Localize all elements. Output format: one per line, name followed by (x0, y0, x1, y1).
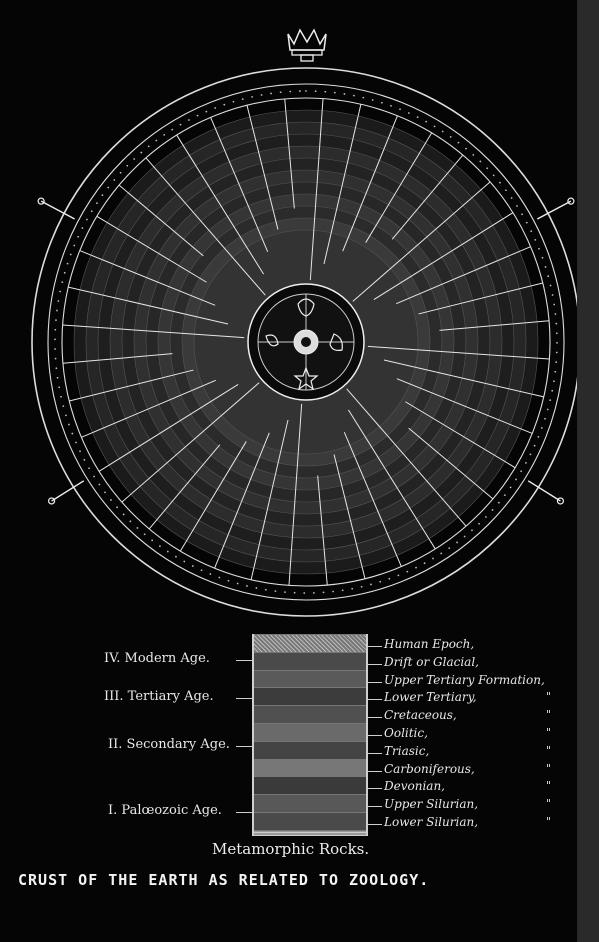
stratum-band (254, 776, 366, 795)
ring-dot (415, 567, 417, 569)
ring-dot (163, 134, 165, 136)
ditto-mark: " (546, 797, 552, 811)
formation-leader-line (366, 806, 382, 807)
ring-dot (362, 97, 364, 99)
ring-dot (60, 396, 62, 398)
ring-dot (534, 445, 536, 447)
formation-leader-line (366, 824, 382, 825)
ring-dot (86, 219, 88, 221)
ring-dot (372, 99, 374, 101)
ditto-mark: " (546, 690, 552, 704)
ring-dot (515, 479, 517, 481)
formation-label: Cretaceous, (384, 708, 457, 723)
ring-dot (313, 592, 315, 594)
ring-dot (342, 589, 344, 591)
formation-label: Lower Tertiary, (384, 690, 477, 705)
ring-dot (486, 167, 488, 169)
formation-leader-line (366, 664, 382, 665)
ring-dot (305, 90, 307, 92)
ring-dot (98, 484, 100, 486)
ring-dot (133, 158, 135, 160)
metamorphic-base-band (254, 830, 366, 836)
ring-dot (214, 107, 216, 109)
stratum-band (254, 705, 366, 724)
ring-dot (55, 358, 57, 360)
stratum-band (254, 723, 366, 742)
ring-dot (549, 399, 551, 401)
ring-dot (209, 573, 211, 575)
ring-dot (284, 591, 286, 593)
formation-leader-line (366, 753, 382, 754)
ring-dot (504, 494, 506, 496)
ring-dot (275, 590, 277, 592)
ring-dot (159, 545, 161, 547)
formation-leader-line (366, 682, 382, 683)
ring-dot (324, 91, 326, 93)
ring-dot (265, 589, 267, 591)
ring-dot (148, 145, 150, 147)
ring-dot (440, 553, 442, 555)
ring-dot (116, 506, 118, 508)
stratum-band (254, 741, 366, 760)
ring-dot (64, 272, 66, 274)
ring-dot (107, 187, 109, 189)
ring-dot (547, 409, 549, 411)
ring-dot (510, 486, 512, 488)
ring-dot (123, 514, 125, 516)
ring-dot (58, 386, 60, 388)
ring-dot (120, 172, 122, 174)
ditto-mark: " (546, 743, 552, 757)
ring-dot (175, 556, 177, 558)
ring-dot (332, 591, 334, 593)
ring-dot (155, 140, 157, 142)
ring-dot (75, 442, 77, 444)
ring-dot (479, 161, 481, 163)
ring-dot (180, 124, 182, 126)
ditto-mark: " (546, 779, 552, 793)
ring-dot (553, 380, 555, 382)
ring-dot (188, 119, 190, 121)
hub-centre-dot (301, 337, 311, 347)
ring-dot (424, 562, 426, 564)
ring-dot (83, 459, 85, 461)
formation-label: Upper Silurian, (384, 797, 479, 812)
ring-dot (96, 202, 98, 204)
ring-dot (556, 342, 558, 344)
stratum-band (254, 634, 366, 653)
ring-dot (299, 90, 301, 92)
ring-dot (55, 319, 57, 321)
ring-dot (530, 230, 532, 232)
ring-dot (478, 523, 480, 525)
ring-dot (343, 93, 345, 95)
ring-dot (334, 92, 336, 94)
ring-dot (379, 581, 381, 583)
ring-dot (442, 131, 444, 133)
ring-dot (55, 367, 57, 369)
ring-dot (493, 174, 495, 176)
ring-dot (62, 405, 64, 407)
ring-dot (534, 239, 536, 241)
ring-dot (270, 93, 272, 95)
ring-dot (67, 263, 69, 265)
ring-dot (511, 197, 513, 199)
ring-dot (70, 254, 72, 256)
ring-dot (218, 577, 220, 579)
formation-label: Devonian, (384, 779, 445, 794)
ring-dot (550, 285, 552, 287)
ring-dot (144, 533, 146, 535)
ring-dot (456, 542, 458, 544)
ring-dot (93, 476, 95, 478)
ring-dot (61, 281, 63, 283)
ring-dot (406, 571, 408, 573)
ring-dot (545, 266, 547, 268)
ring-dot (538, 248, 540, 250)
ring-dot (280, 91, 282, 93)
stratum-band (254, 759, 366, 778)
ring-dot (464, 536, 466, 538)
formation-label: Drift or Glacial, (384, 654, 479, 669)
ditto-mark: " (546, 815, 552, 828)
ring-dot (65, 414, 67, 416)
ring-dot (361, 586, 363, 588)
ring-dot (353, 95, 355, 97)
ring-dot (197, 115, 199, 117)
ring-dot (88, 467, 90, 469)
ring-dot (228, 580, 230, 582)
age-label: II. Secondary Age. (108, 737, 230, 752)
ring-dot (183, 561, 185, 563)
ring-dot (73, 245, 75, 247)
ring-dot (251, 96, 253, 98)
ring-dot (390, 105, 392, 107)
ring-dot (323, 591, 325, 593)
stratum-band (254, 812, 366, 831)
formation-label: Lower Silurian, (384, 815, 479, 829)
formation-leader-line (366, 735, 382, 736)
age-leader-line (236, 746, 252, 747)
stratum-band (254, 652, 366, 671)
stratum-band (254, 670, 366, 689)
age-label: III. Tertiary Age. (104, 689, 214, 704)
ring-dot (521, 213, 523, 215)
ring-dot (54, 348, 56, 350)
divider-arrow (52, 481, 84, 501)
ring-dot (113, 179, 115, 181)
ring-dot (499, 182, 501, 184)
ring-dot (458, 142, 460, 144)
ring-dot (551, 390, 553, 392)
ring-dot (129, 520, 131, 522)
ring-dot (537, 436, 539, 438)
ring-dot (136, 527, 138, 529)
ring-dot (56, 310, 58, 312)
ring-dot (555, 323, 557, 325)
ring-dot (351, 588, 353, 590)
ring-dot (81, 227, 83, 229)
page-edge (577, 0, 599, 942)
ring-dot (246, 585, 248, 587)
formation-label: Upper Tertiary Formation, (384, 672, 545, 687)
ring-dot (237, 583, 239, 585)
ditto-mark: " (546, 726, 552, 739)
ring-dot (408, 112, 410, 114)
age-label: IV. Modern Age. (104, 651, 210, 666)
ring-dot (57, 300, 59, 302)
ring-dot (434, 126, 436, 128)
ring-dot (555, 361, 557, 363)
ring-dot (530, 453, 532, 455)
ring-dot (555, 313, 557, 315)
ring-dot (465, 148, 467, 150)
ring-dot (471, 529, 473, 531)
ring-dot (492, 509, 494, 511)
ring-dot (397, 574, 399, 576)
ring-dot (57, 377, 59, 379)
formation-leader-line (366, 788, 382, 789)
age-leader-line (236, 660, 252, 661)
ring-dot (547, 275, 549, 277)
strata-column (252, 634, 368, 836)
formation-label: Triasic, (384, 743, 430, 758)
ring-dot (126, 165, 128, 167)
ring-dot (192, 565, 194, 567)
ring-dot (77, 236, 79, 238)
ring-dot (171, 129, 173, 131)
ring-dot (261, 94, 263, 96)
metamorphic-rocks-label: Metamorphic Rocks. (212, 840, 370, 858)
ring-dot (554, 371, 556, 373)
ditto-mark: " (546, 761, 552, 775)
ring-dot (59, 291, 61, 293)
divider-arrow (528, 481, 560, 501)
ring-dot (91, 210, 93, 212)
ditto-mark: " (546, 708, 552, 722)
ring-dot (68, 424, 70, 426)
stratum-band (254, 794, 366, 813)
ring-dot (71, 433, 73, 435)
ring-dot (303, 592, 305, 594)
formation-leader-line (366, 646, 382, 647)
formation-label: Oolitic, (384, 726, 428, 740)
formation-label: Human Epoch, (384, 637, 475, 651)
ring-dot (315, 90, 317, 92)
ring-dot (448, 547, 450, 549)
ring-dot (399, 108, 401, 110)
ring-dot (102, 194, 104, 196)
formation-leader-line (366, 699, 382, 700)
age-leader-line (236, 698, 252, 699)
ring-dot (472, 154, 474, 156)
ring-dot (485, 516, 487, 518)
ring-dot (201, 569, 203, 571)
formation-leader-line (366, 771, 382, 772)
ring-dot (370, 584, 372, 586)
ring-dot (432, 558, 434, 560)
age-leader-line (236, 812, 252, 813)
figure-caption: CRUST OF THE EARTH AS RELATED TO ZOOLOGY. (18, 871, 430, 889)
ring-dot (242, 98, 244, 100)
ring-dot (104, 491, 106, 493)
ring-dot (255, 587, 257, 589)
ring-dot (505, 189, 507, 191)
ring-dot (79, 450, 81, 452)
crown-icon (284, 26, 330, 62)
ring-dot (110, 499, 112, 501)
ring-dot (167, 551, 169, 553)
ring-dot (552, 294, 554, 296)
ring-dot (205, 111, 207, 113)
ring-dot (54, 329, 56, 331)
ring-dot (425, 121, 427, 123)
ring-dot (544, 418, 546, 420)
ring-dot (525, 462, 527, 464)
ring-dot (526, 222, 528, 224)
ring-dot (556, 332, 558, 334)
age-label: I. Palœozoic Age. (108, 803, 222, 818)
formation-leader-line (366, 717, 382, 718)
ring-dot (516, 205, 518, 207)
ring-dot (388, 578, 390, 580)
ring-dot (541, 427, 543, 429)
ring-dot (233, 101, 235, 103)
ring-dot (289, 91, 291, 93)
stratum-band (254, 687, 366, 706)
ring-dot (520, 470, 522, 472)
ring-dot (542, 257, 544, 259)
ring-dot (498, 502, 500, 504)
ring-dot (54, 338, 56, 340)
ring-dot (417, 116, 419, 118)
ring-dot (556, 352, 558, 354)
formation-label: Carboniferous, (384, 761, 475, 776)
ring-dot (140, 152, 142, 154)
ring-dot (381, 102, 383, 104)
ring-dot (294, 592, 296, 594)
ring-dot (151, 539, 153, 541)
ring-dot (553, 304, 555, 306)
ring-dot (223, 104, 225, 106)
ring-dot (450, 136, 452, 138)
